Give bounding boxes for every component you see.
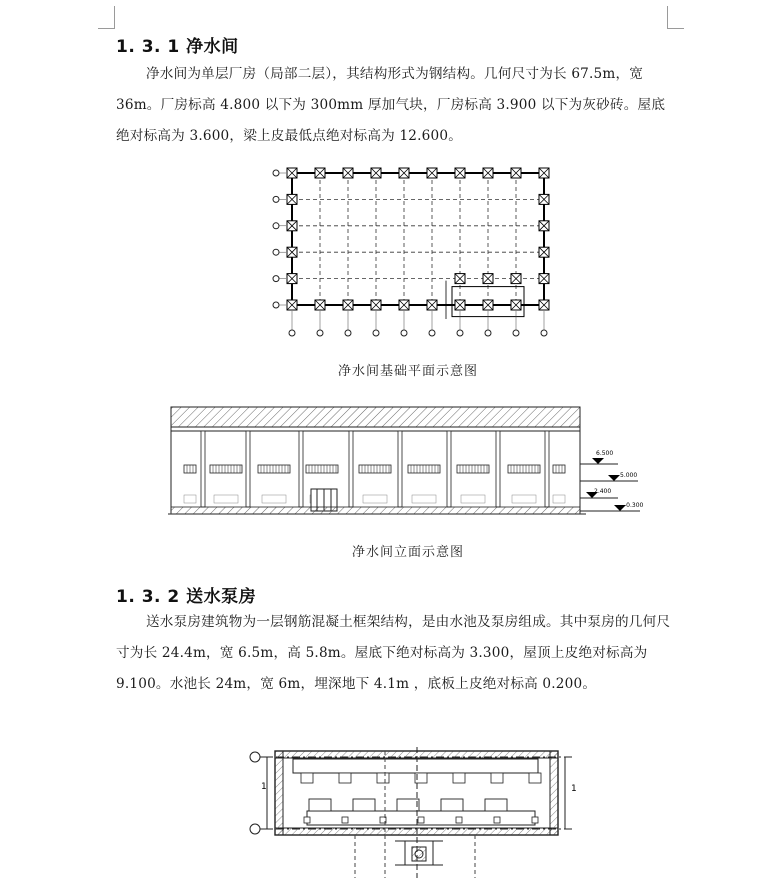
pump-pier — [453, 773, 465, 783]
elevation-column — [447, 431, 451, 507]
lower-opening — [553, 495, 565, 503]
figure-caption-elevation: 净水间立面示意图 — [351, 545, 464, 560]
elevation-column — [201, 431, 205, 507]
window-row — [508, 465, 540, 503]
section-heading-1-3-1: 1. 3. 1 净水间 — [116, 37, 239, 57]
foundation-plan-drawing — [268, 165, 558, 345]
window-row — [258, 465, 290, 503]
elevation-drawing — [168, 403, 648, 523]
pump-pier — [494, 817, 500, 823]
elevation-column — [398, 431, 402, 507]
section-heading-1-3-2: 1. 3. 2 送水泵房 — [116, 587, 257, 607]
lower-opening — [262, 495, 286, 503]
axis-bubble — [373, 330, 379, 336]
axis-bubble — [401, 330, 407, 336]
pump-pier — [339, 773, 351, 783]
elevation-label: 2.400 — [594, 488, 612, 495]
elevation-column — [246, 431, 250, 507]
window-row — [408, 465, 440, 503]
axis-bubble — [345, 330, 351, 336]
axis-bubble — [289, 330, 295, 336]
axis-bubble — [541, 330, 547, 336]
dimension-label: 1 — [571, 784, 577, 794]
axis-bubble — [429, 330, 435, 336]
pump-pier — [301, 773, 313, 783]
axis-bubble — [485, 330, 491, 336]
elevation-label: 6.500 — [596, 450, 614, 457]
pump-unit — [441, 799, 463, 811]
elevation-column — [545, 431, 549, 507]
pump-pier — [456, 817, 462, 823]
axis-bubble — [273, 223, 279, 229]
margin-corner-mark — [667, 6, 684, 29]
section-paragraph-1: 净水间为单层厂房（局部二层），其结构形式为钢结构。几何尺寸为长 67.5m，宽 36m。厂房标高 4.800 以下为 300mm 厚加气块，厂房标高 3.900 以下为灰砂砖。屋底绝对标高为 3.600，梁上皮最低点绝对标高为 12.600。 — [116, 66, 666, 144]
axis-bubble — [273, 276, 279, 282]
pump-pier — [304, 817, 310, 823]
axis-bubble — [457, 330, 463, 336]
elevation-column — [496, 431, 500, 507]
elevation-label: 5.000 — [620, 472, 638, 479]
pump-pier — [491, 773, 503, 783]
pump-pier — [529, 773, 541, 783]
window-row — [553, 465, 565, 473]
pump-unit — [397, 799, 419, 811]
pump-unit — [309, 799, 331, 811]
elevation-label: -0.300 — [624, 502, 644, 509]
elevation-column — [299, 431, 303, 507]
pump-unit — [485, 799, 507, 811]
lower-opening — [363, 495, 387, 503]
axis-bubble — [273, 196, 279, 202]
window-row — [457, 465, 489, 503]
axis-bubble — [513, 330, 519, 336]
lower-opening — [412, 495, 436, 503]
window-row — [210, 465, 242, 503]
pump-pier — [532, 817, 538, 823]
pump-house-plan-drawing — [245, 747, 590, 878]
axis-bubble — [273, 249, 279, 255]
section-paragraph-2: 送水泵房建筑物为一层钢筋混凝土框架结构，是由水池及泵房组成。其中泵房的几何尺寸为长 24.4m，宽 6.5m，高 5.8m。屋底下绝对标高为 3.300，屋顶上皮绝对标高为 9.100。水池长 24m，宽 6m，埋深地下 4.1m ，底板上皮绝对标高 0.200。 — [116, 614, 671, 692]
lower-opening — [184, 495, 196, 503]
dimension-label: 1 — [261, 782, 267, 792]
axis-bubble — [273, 170, 279, 176]
axis-bubble — [273, 302, 279, 308]
pump-pier — [418, 817, 424, 823]
axis-bubble — [317, 330, 323, 336]
plan-outline — [292, 173, 544, 305]
margin-corner-mark — [98, 6, 115, 29]
lower-opening — [214, 495, 238, 503]
window-row — [359, 465, 391, 503]
elevation-column — [349, 431, 353, 507]
pump-pier — [377, 773, 389, 783]
pump-pier — [342, 817, 348, 823]
window-row — [184, 465, 196, 473]
figure-caption-plan: 净水间基础平面示意图 — [337, 364, 478, 379]
lower-opening — [461, 495, 485, 503]
lower-opening — [512, 495, 536, 503]
pump-unit — [353, 799, 375, 811]
